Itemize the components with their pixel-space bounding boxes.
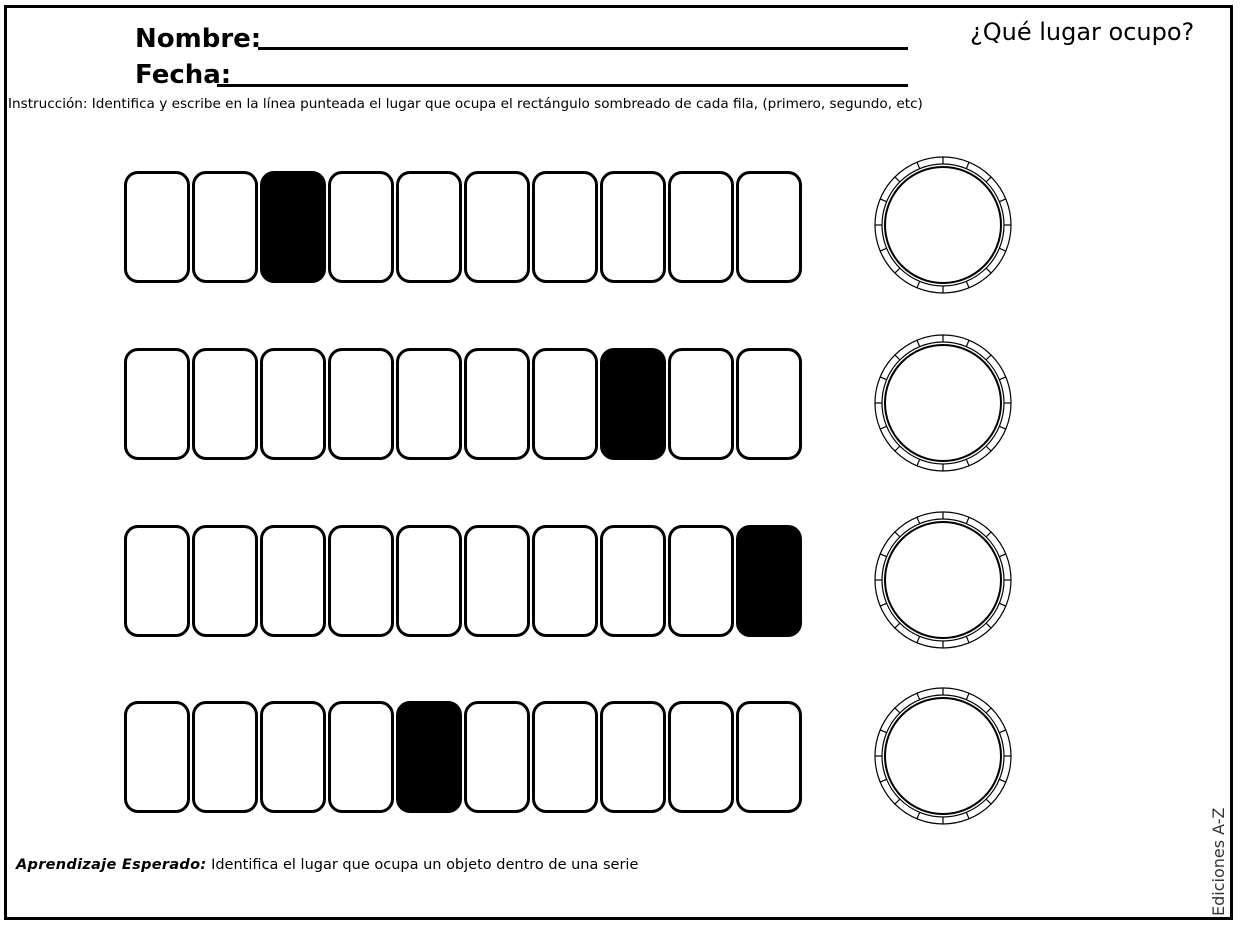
date-label: Fecha: [135, 60, 232, 90]
date-line[interactable] [217, 84, 908, 87]
expected-learning-text: Identifica el lugar que ocupa un objeto dentro de una serie [206, 857, 639, 873]
rectangle [532, 171, 598, 283]
expected-learning-label: Aprendizaje Esperado: [16, 857, 207, 873]
rectangle [124, 348, 190, 460]
answer-circle[interactable] [873, 333, 1013, 473]
sequence-row [124, 525, 814, 637]
rectangle [328, 701, 394, 813]
shaded-rectangle [600, 348, 666, 460]
rectangle [260, 348, 326, 460]
rectangle [328, 171, 394, 283]
rectangle [668, 701, 734, 813]
rectangle [192, 701, 258, 813]
rectangle [464, 171, 530, 283]
sequence-row [124, 171, 814, 283]
rectangle [736, 171, 802, 283]
rectangle [328, 525, 394, 637]
publisher-credit: Ediciones A-Z [1209, 807, 1228, 916]
rectangle [668, 525, 734, 637]
rectangle [600, 171, 666, 283]
rectangle [464, 525, 530, 637]
rectangle [464, 701, 530, 813]
rectangle [124, 701, 190, 813]
expected-learning [16, 857, 638, 873]
sequence-row [124, 348, 814, 460]
shaded-rectangle [260, 171, 326, 283]
answer-circle[interactable] [873, 155, 1013, 295]
shaded-rectangle [736, 525, 802, 637]
name-label: Nombre: [135, 24, 262, 54]
rectangle [260, 701, 326, 813]
answer-circle[interactable] [873, 510, 1013, 650]
rectangle [192, 525, 258, 637]
rectangle [600, 525, 666, 637]
worksheet-title: ¿Qué lugar ocupo? [970, 18, 1195, 46]
name-line[interactable] [258, 47, 908, 50]
rectangle [600, 701, 666, 813]
rectangle [736, 348, 802, 460]
rectangle [736, 701, 802, 813]
answer-circle[interactable] [873, 686, 1013, 826]
rectangle [464, 348, 530, 460]
rectangle [124, 525, 190, 637]
rectangle [532, 348, 598, 460]
rectangle [260, 525, 326, 637]
rectangle [396, 171, 462, 283]
rectangle [328, 348, 394, 460]
rectangle [668, 171, 734, 283]
rectangle [396, 525, 462, 637]
shaded-rectangle [396, 701, 462, 813]
sequence-row [124, 701, 814, 813]
rectangle [192, 348, 258, 460]
rectangle [192, 171, 258, 283]
rectangle [124, 171, 190, 283]
instruction-text: Instrucción: Identifica y escribe en la línea punteada el lugar que ocupa el rectángulo sombreado de cada fila, (primero, segundo, etc) [8, 96, 923, 112]
rectangle [532, 701, 598, 813]
rectangle [668, 348, 734, 460]
rectangle [532, 525, 598, 637]
rectangle [396, 348, 462, 460]
